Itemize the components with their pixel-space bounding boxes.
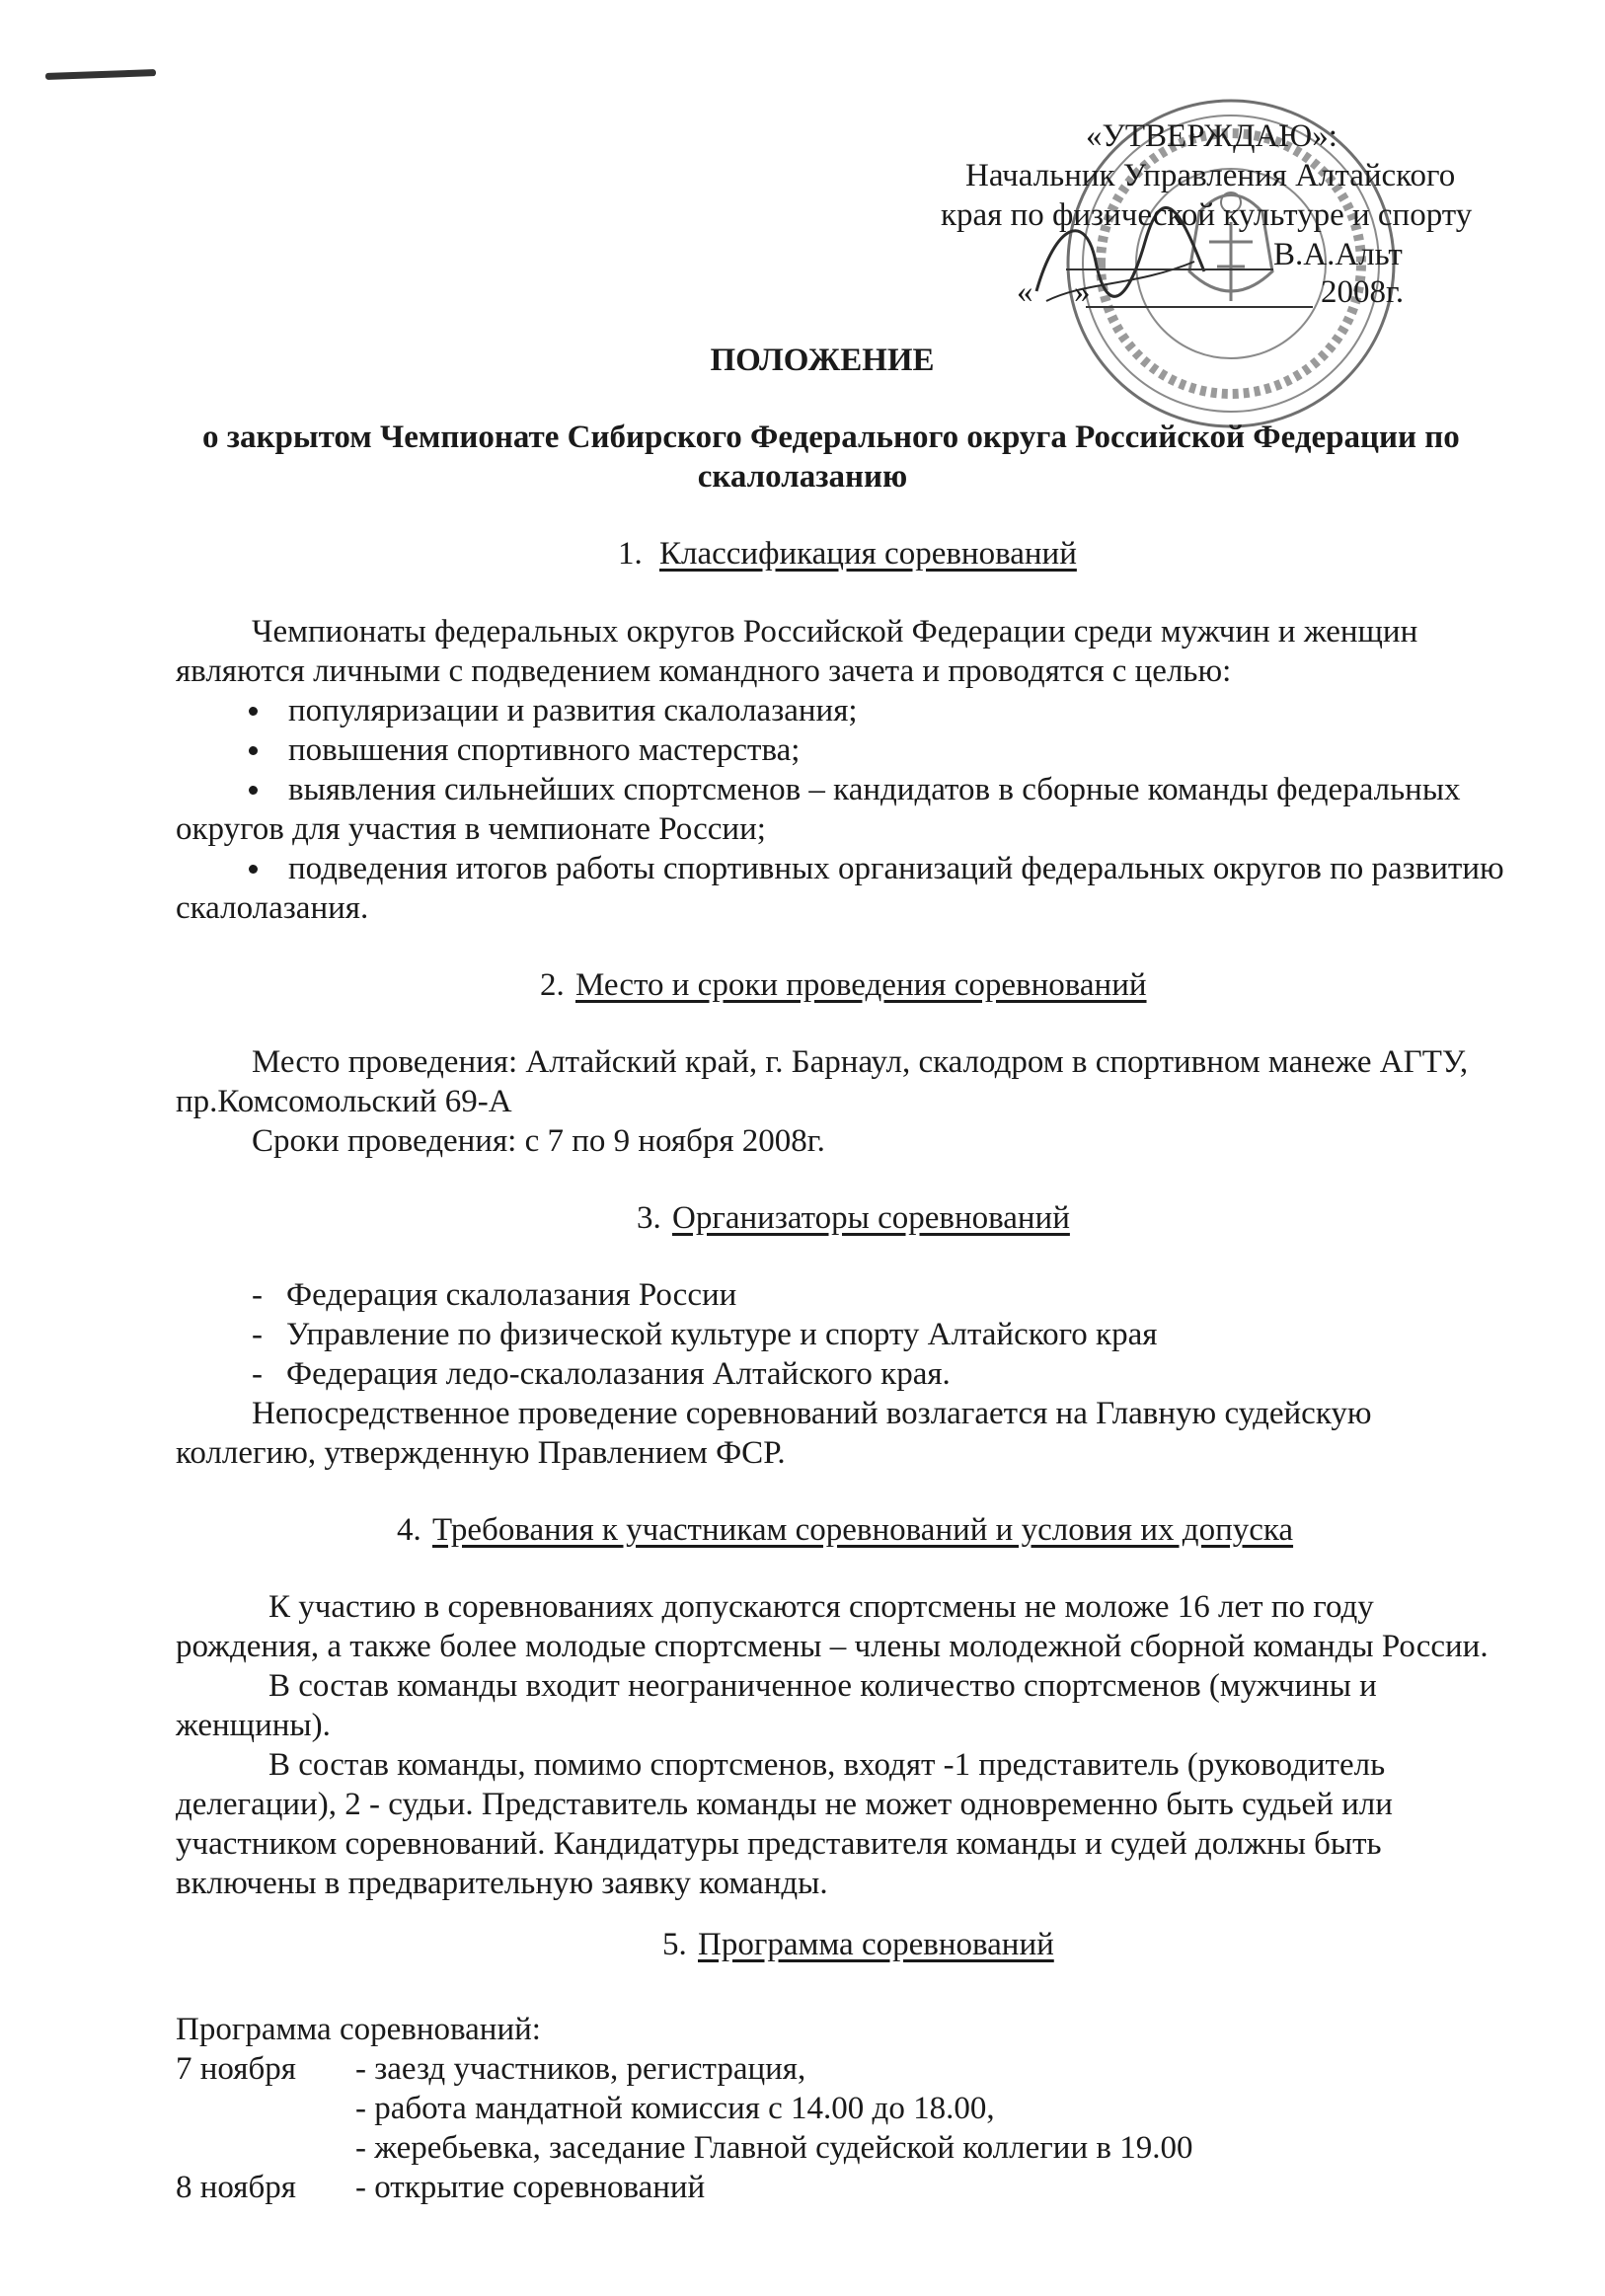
approval-line-1: «УТВЕРЖДАЮ»: (1086, 118, 1338, 154)
goal-4-line-1: подведения итогов работы спортивных организаций федеральных округов по развитию (288, 851, 1504, 886)
approval-date-line (1086, 306, 1313, 308)
section-2-dates: Сроки проведения: с 7 по 9 ноября 2008г. (252, 1123, 825, 1159)
organizer-3: Федерация ледо-скалолазания Алтайского края. (286, 1356, 951, 1392)
goal-3-line-1: выявления сильнейших спортсменов – кандидатов в сборные команды федеральных (288, 772, 1461, 807)
program-day-1-item-2: - работа мандатной комиссия с 14.00 до 18.00, (355, 2091, 995, 2126)
program-day-2: 8 ноября (176, 2170, 296, 2205)
section-4-para-2-line-1: В состав команды входит неограниченное количество спортсменов (мужчины и (268, 1668, 1377, 1704)
approval-date-close: » (1074, 274, 1091, 310)
approval-line-3: края по физической культуре и спорту (941, 197, 1473, 233)
bullet-4 (249, 865, 258, 874)
section-4-para-3-line-2: делегации), 2 - судьи. Представитель команды не может одновременно быть судьей или (176, 1787, 1393, 1822)
approval-date-year: 2008г. (1321, 274, 1405, 310)
section-5-title: Программа соревнований (698, 1927, 1054, 1962)
section-4-number: 4. (397, 1512, 421, 1548)
scan-mark (45, 69, 156, 80)
approval-date-open: « (1017, 274, 1033, 310)
program-day-1-item-3: - жеребьевка, заседание Главной судейской коллегии в 19.00 (355, 2130, 1193, 2166)
organizer-1: Федерация скалолазания России (286, 1277, 737, 1313)
document-title: ПОЛОЖЕНИЕ (710, 343, 935, 378)
bullet-2 (249, 746, 258, 755)
approval-signature-line (1066, 268, 1273, 270)
section-2-number: 2. (540, 967, 565, 1003)
goal-2: повышения спортивного мастерства; (288, 732, 801, 768)
section-4-para-3-line-1: В состав команды, помимо спортсменов, входят -1 представитель (руководитель (268, 1747, 1386, 1783)
document-subtitle-line-1: о закрытом Чемпионате Сибирского Федерального округа Российской Федерации по (202, 420, 1460, 455)
program-intro: Программа соревнований: (176, 2012, 541, 2047)
bullet-1 (249, 707, 258, 716)
program-day-2-item-1: - открытие соревнований (355, 2170, 706, 2205)
section-4-para-2-line-2: женщины). (176, 1708, 331, 1743)
section-5-number: 5. (662, 1927, 687, 1962)
section-4-para-1-line-2: рождения, а также более молодые спортсмены – члены молодежной сборной команды России. (176, 1629, 1489, 1664)
goal-3-line-2: округов для участия в чемпионате России; (176, 811, 766, 847)
section-1-title: Классификация соревнований (659, 536, 1077, 572)
section-4-para-1-line-1: К участию в соревнованиях допускаются спортсмены не моложе 16 лет по году (268, 1589, 1374, 1625)
section-3-number: 3. (637, 1200, 661, 1236)
org-dash-1: - (252, 1277, 263, 1313)
goal-1: популяризации и развития скалолазания; (288, 693, 858, 728)
document-subtitle-line-2: скалолазанию (697, 459, 908, 495)
org-dash-3: - (252, 1356, 263, 1392)
section-1-para-line-2: являются личными с подведением командного зачета и проводятся с целью: (176, 653, 1232, 689)
organizer-2: Управление по физической культуре и спорту Алтайского края (286, 1317, 1158, 1352)
section-2-place-line-1: Место проведения: Алтайский край, г. Барнаул, скалодром в спортивном манеже АГТУ, (252, 1044, 1469, 1080)
approval-line-2: Начальник Управления Алтайского (965, 158, 1456, 193)
section-4-para-3-line-4: включены в предварительную заявку команды. (176, 1866, 828, 1901)
program-day-1: 7 ноября (176, 2051, 296, 2087)
section-3-para-line-2: коллегию, утвержденную Правлением ФСР. (176, 1435, 786, 1471)
org-dash-2: - (252, 1317, 263, 1352)
program-day-1-item-1: - заезд участников, регистрация, (355, 2051, 806, 2087)
section-4-para-3-line-3: участником соревнований. Кандидатуры представителя команды и судей должны быть (176, 1826, 1382, 1862)
section-2-place-line-2: пр.Комсомольский 69-А (176, 1084, 512, 1119)
section-2-title: Место и сроки проведения соревнований (575, 967, 1147, 1003)
section-1-para-line-1: Чемпионаты федеральных округов Российской Федерации среди мужчин и женщин (252, 614, 1418, 650)
goal-4-line-2: скалолазания. (176, 890, 369, 926)
section-3-title: Организаторы соревнований (672, 1200, 1070, 1236)
approval-line-4: В.А.Альт (1273, 237, 1403, 272)
section-3-para-line-1: Непосредственное проведение соревнований возлагается на Главную судейскую (252, 1396, 1372, 1431)
section-1-number: 1. (618, 536, 643, 572)
bullet-3 (249, 786, 258, 795)
section-4-title: Требования к участникам соревнований и условия их допуска (432, 1512, 1294, 1548)
